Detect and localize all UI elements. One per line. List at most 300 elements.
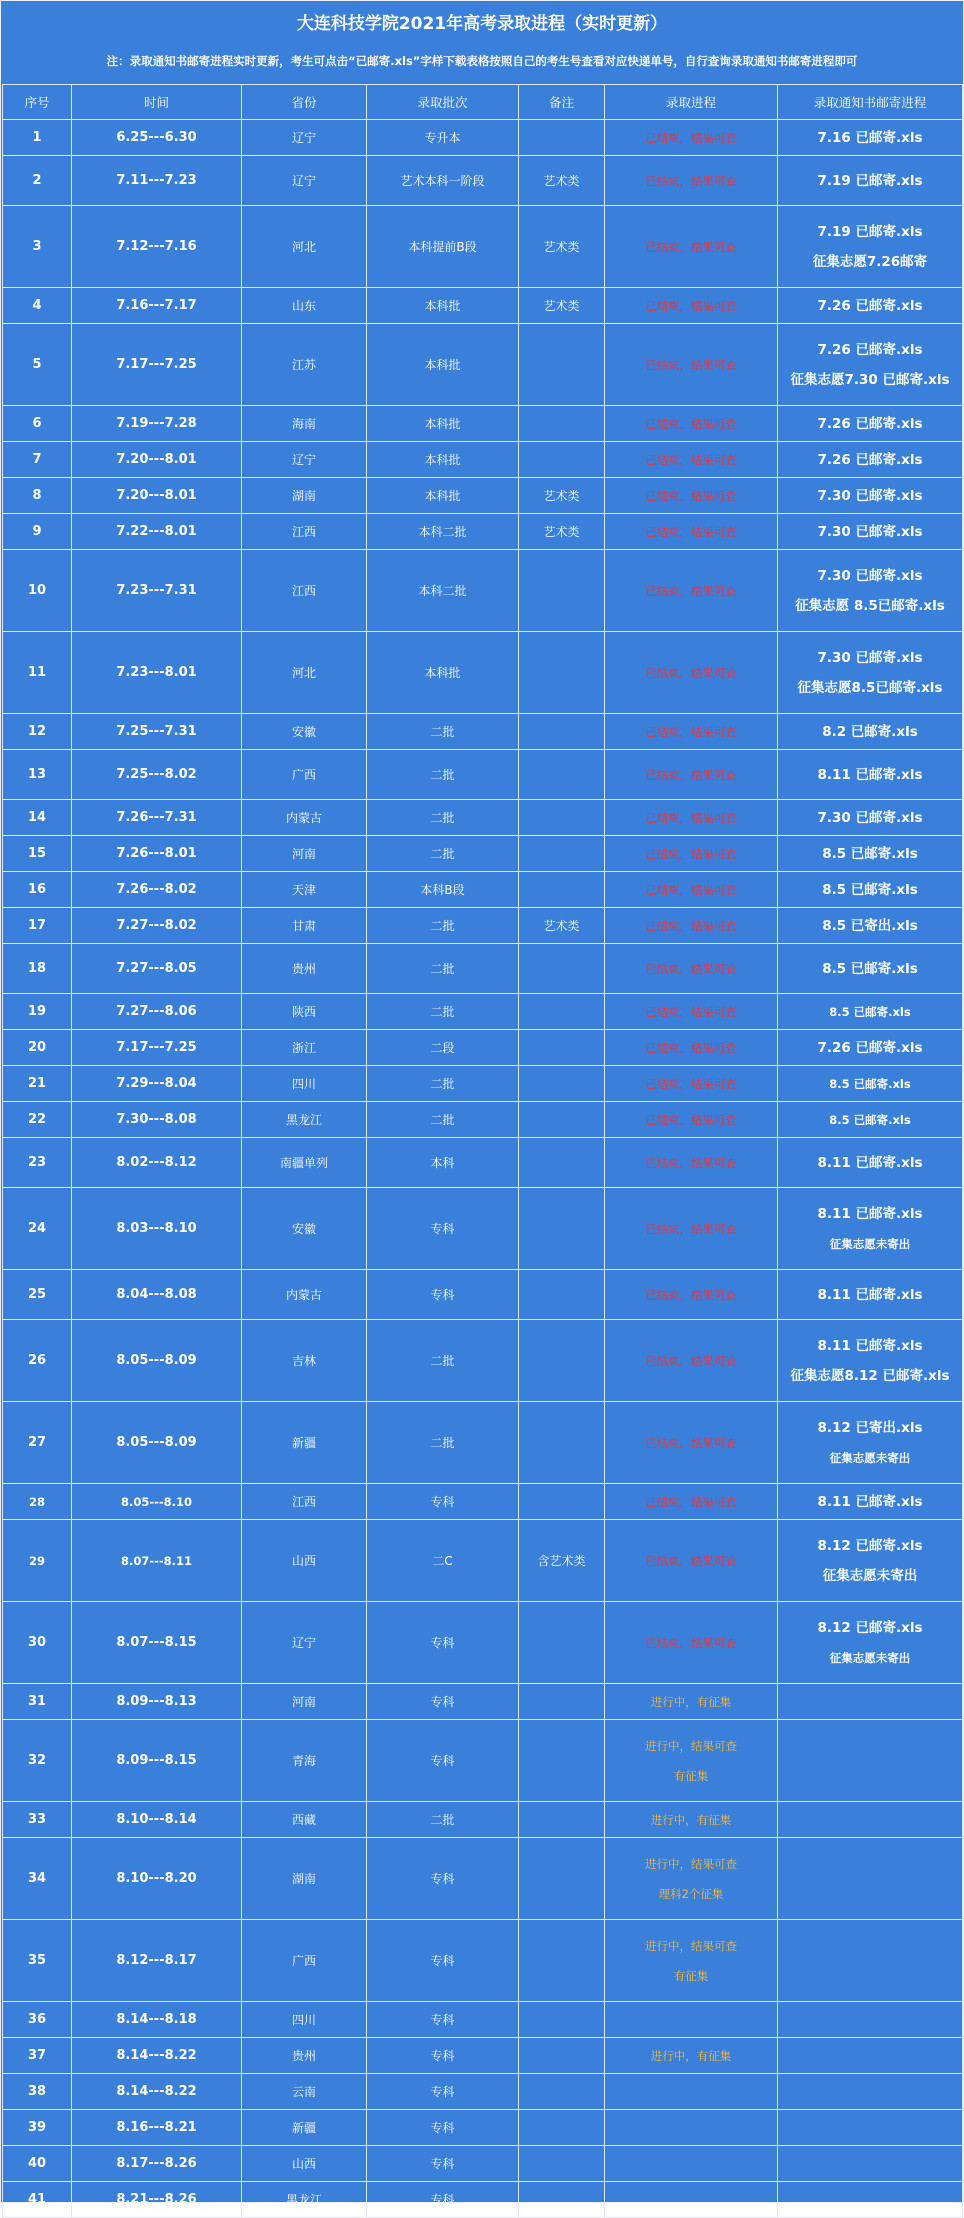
province: 西藏 — [291, 1813, 316, 1827]
time-range: 8.03---8.10 — [116, 1221, 197, 1236]
remark-cell — [519, 944, 605, 994]
table-row — [3, 1270, 963, 1320]
mail-download-link[interactable]: 8.12 已寄出.xls — [817, 1419, 923, 1436]
table-row — [3, 994, 963, 1030]
province: 辽宁 — [291, 1636, 316, 1650]
remark-cell — [519, 2038, 605, 2074]
col-header-batch: 录取批次 — [367, 85, 519, 120]
time-range: 8.09---8.13 — [116, 1694, 197, 1709]
batch-cell — [367, 1402, 519, 1484]
table-row — [3, 1320, 963, 1402]
mail-download-link[interactable]: 7.26 已邮寄.xls — [817, 1039, 923, 1056]
province: 广西 — [291, 1954, 316, 1968]
remark-cell — [519, 1270, 605, 1320]
row-number: 40 — [27, 2156, 47, 2171]
admission-batch: 专科 — [430, 2121, 455, 2135]
time-cell — [72, 994, 242, 1030]
mail-download-link[interactable]: 8.11 已邮寄.xls — [817, 1493, 923, 1510]
batch-cell — [367, 514, 519, 550]
mail-download-link[interactable]: 8.11 已邮寄.xls — [817, 1154, 923, 1171]
status-cell — [605, 1270, 778, 1320]
time-cell — [72, 206, 242, 288]
status-text: 进行中，结果可查 — [645, 1856, 737, 1871]
time-cell — [72, 750, 242, 800]
status-cell — [605, 1720, 778, 1802]
mail-cell — [778, 800, 963, 836]
mail-cell — [778, 1684, 963, 1720]
province-cell — [242, 206, 367, 288]
time-cell — [72, 156, 242, 206]
table-row — [3, 120, 963, 156]
province-cell — [242, 1602, 367, 1684]
row-number: 35 — [27, 1953, 47, 1968]
remark-cell — [519, 288, 605, 324]
row-number: 18 — [27, 961, 47, 976]
status-text: 已结束，结果可查 — [645, 488, 737, 503]
mail-download-link[interactable]: 征集志愿8.12 已邮寄.xls — [790, 1367, 950, 1384]
remark-cell — [519, 2110, 605, 2146]
table-row — [3, 2074, 963, 2110]
time-cell — [72, 632, 242, 714]
province-cell — [242, 156, 367, 206]
row-number: 9 — [32, 524, 42, 539]
mail-download-link[interactable]: 7.26 已邮寄.xls — [817, 341, 923, 358]
status-text: 已结束，结果可查 — [645, 1494, 737, 1509]
admission-batch: 本科提前B段 — [408, 240, 477, 254]
mail-download-link[interactable]: 7.30 已邮寄.xls — [817, 487, 923, 504]
province: 新疆 — [291, 1436, 316, 1450]
status-text: 已结束，结果可查 — [645, 1635, 737, 1650]
row-number: 14 — [27, 810, 47, 825]
province: 江西 — [291, 584, 316, 598]
remark-cell — [519, 908, 605, 944]
province: 云南 — [291, 2085, 316, 2099]
row-number: 33 — [27, 1812, 47, 1827]
remark: 艺术类 — [543, 174, 580, 188]
status-cell — [605, 944, 778, 994]
province-cell — [242, 1270, 367, 1320]
admission-batch: 专科 — [430, 1222, 455, 1236]
mail-download-link[interactable]: 8.5 已邮寄.xls — [829, 1076, 911, 1091]
time-cell — [72, 2182, 242, 2218]
status-text: 有征集 — [673, 1768, 709, 1783]
status-text: 已结束，结果可查 — [645, 173, 737, 188]
province: 广西 — [291, 768, 316, 782]
status-text: 已结束，结果可查 — [645, 1004, 737, 1019]
remark: 艺术类 — [543, 919, 580, 933]
time-cell — [72, 1138, 242, 1188]
province-cell — [242, 1320, 367, 1402]
mail-cell — [778, 406, 963, 442]
row-number-cell — [3, 908, 72, 944]
row-number-cell — [3, 1270, 72, 1320]
mail-download-link[interactable]: 8.5 已邮寄.xls — [829, 1004, 911, 1019]
table-row — [3, 156, 963, 206]
row-number-cell — [3, 1030, 72, 1066]
mail-download-link[interactable]: 7.26 已邮寄.xls — [817, 451, 923, 468]
mail-cell — [778, 2074, 963, 2110]
status-cell — [605, 550, 778, 632]
batch-cell — [367, 714, 519, 750]
mail-download-link[interactable]: 7.30 已邮寄.xls — [817, 809, 923, 826]
table-row — [3, 1066, 963, 1102]
remark-cell — [519, 800, 605, 836]
col-header-remark: 备注 — [519, 85, 605, 120]
status-text: 已结束，结果可查 — [645, 357, 737, 372]
time-range: 7.25---8.02 — [116, 767, 197, 782]
table-row — [3, 1138, 963, 1188]
admission-batch: 本科批 — [424, 489, 461, 503]
row-number: 8 — [32, 488, 42, 503]
mail-cell — [778, 550, 963, 632]
remark-cell — [519, 406, 605, 442]
province: 安徽 — [291, 1222, 316, 1236]
status-cell — [605, 1920, 778, 2002]
table-row — [3, 1802, 963, 1838]
status-text: 已结束，结果可查 — [645, 846, 737, 861]
status-cell — [605, 800, 778, 836]
row-number-cell — [3, 1802, 72, 1838]
mail-cell — [778, 2146, 963, 2182]
table-row — [3, 288, 963, 324]
province: 山东 — [291, 299, 316, 313]
batch-cell — [367, 550, 519, 632]
status-cell — [605, 1684, 778, 1720]
batch-cell — [367, 1684, 519, 1720]
mail-download-link[interactable]: 8.12 已邮寄.xls — [817, 1537, 923, 1554]
mail-cell — [778, 836, 963, 872]
table-row — [3, 872, 963, 908]
province-cell — [242, 1102, 367, 1138]
time-cell — [72, 2038, 242, 2074]
mail-download-link[interactable]: 7.16 已邮寄.xls — [817, 129, 923, 146]
table-row — [3, 514, 963, 550]
remark-cell — [519, 1802, 605, 1838]
mail-download-link[interactable]: 8.11 已邮寄.xls — [817, 1205, 923, 1222]
mail-download-link[interactable]: 8.5 已邮寄.xls — [822, 845, 918, 862]
batch-cell — [367, 1484, 519, 1520]
admission-batch: 二批 — [430, 768, 455, 782]
row-number-cell — [3, 442, 72, 478]
mail-download-link[interactable]: 8.5 已邮寄.xls — [829, 1112, 911, 1127]
status-text: 已结束，结果可查 — [645, 1221, 737, 1236]
status-cell — [605, 478, 778, 514]
mail-cell — [778, 714, 963, 750]
table-row — [3, 478, 963, 514]
mail-download-link[interactable]: 7.30 已邮寄.xls — [817, 649, 923, 666]
remark-cell — [519, 156, 605, 206]
status-text: 已结束，结果可查 — [645, 239, 737, 254]
table-row — [3, 944, 963, 994]
province: 海南 — [291, 417, 316, 431]
province: 内蒙古 — [285, 811, 322, 825]
time-cell — [72, 406, 242, 442]
province-cell — [242, 1920, 367, 2002]
row-number-cell — [3, 1720, 72, 1802]
mail-download-link[interactable]: 8.5 已邮寄.xls — [822, 881, 918, 898]
page-note: 注：录取通知书邮寄进程实时更新，考生可点击“已邮寄.xls”字样下载表格按照自己的考生号查看对应快递单号，自行查询录取通知书邮寄进程即可 — [106, 54, 858, 68]
mail-download-link[interactable]: 7.26 已邮寄.xls — [817, 297, 923, 314]
row-number-cell — [3, 2074, 72, 2110]
row-number: 24 — [27, 1221, 47, 1236]
row-number-cell — [3, 2146, 72, 2182]
status-cell — [605, 2074, 778, 2110]
row-number: 6 — [32, 416, 42, 431]
row-number: 29 — [28, 1553, 45, 1568]
row-number: 38 — [27, 2084, 47, 2099]
mail-cell — [778, 1188, 963, 1270]
mail-cell — [778, 1270, 963, 1320]
table-row — [3, 1402, 963, 1484]
mail-cell — [778, 514, 963, 550]
row-number: 27 — [27, 1435, 47, 1450]
mail-download-link[interactable]: 征集志愿7.30 已邮寄.xls — [790, 371, 950, 388]
status-cell — [605, 1188, 778, 1270]
status-cell — [605, 714, 778, 750]
mail-cell — [778, 1484, 963, 1520]
status-text: 已结束，结果可查 — [645, 1112, 737, 1127]
status-text: 已结束，结果可查 — [645, 1076, 737, 1091]
row-number-cell — [3, 2110, 72, 2146]
mail-download-link[interactable]: 8.12 已邮寄.xls — [817, 1619, 923, 1636]
time-cell — [72, 872, 242, 908]
row-number-cell — [3, 1684, 72, 1720]
province: 河北 — [291, 240, 316, 254]
status-text: 已结束，结果可查 — [645, 1553, 737, 1568]
time-range: 7.25---7.31 — [116, 724, 197, 739]
batch-cell — [367, 2182, 519, 2218]
status-text: 已结束，结果可查 — [645, 130, 737, 145]
mail-cell — [778, 206, 963, 288]
mail-download-link[interactable]: 7.30 已邮寄.xls — [817, 567, 923, 584]
remark-cell — [519, 1138, 605, 1188]
time-range: 7.29---8.04 — [116, 1076, 197, 1091]
time-range: 7.23---8.01 — [116, 665, 197, 680]
batch-cell — [367, 1138, 519, 1188]
batch-cell — [367, 156, 519, 206]
remark-cell — [519, 442, 605, 478]
province-cell — [242, 1838, 367, 1920]
status-text: 已结束，结果可查 — [645, 724, 737, 739]
table-row — [3, 2038, 963, 2074]
table-row — [3, 406, 963, 442]
row-number: 31 — [27, 1694, 47, 1709]
batch-cell — [367, 442, 519, 478]
time-cell — [72, 2074, 242, 2110]
time-cell — [72, 1066, 242, 1102]
province: 安徽 — [291, 725, 316, 739]
status-text: 理科2个征集 — [658, 1886, 724, 1901]
status-text: 已结束，结果可查 — [645, 665, 737, 680]
status-text: 进行中，有征集 — [650, 2048, 732, 2063]
mail-cell — [778, 478, 963, 514]
time-range: 8.09---8.15 — [116, 1753, 197, 1768]
table-row — [3, 1484, 963, 1520]
remark-cell — [519, 1838, 605, 1920]
province: 黑龙江 — [285, 1113, 322, 1127]
mail-note: 征集志愿未寄出 — [822, 1567, 918, 1584]
province-cell — [242, 1066, 367, 1102]
mail-download-link[interactable]: 8.11 已邮寄.xls — [817, 1337, 923, 1354]
row-number-cell — [3, 1402, 72, 1484]
row-number-cell — [3, 1138, 72, 1188]
row-number: 34 — [27, 1871, 47, 1886]
time-range: 8.10---8.20 — [116, 1871, 197, 1886]
admission-batch: 艺术本科一阶段 — [400, 174, 485, 188]
admission-batch: 专科 — [430, 1872, 455, 1886]
row-number: 10 — [27, 583, 47, 598]
batch-cell — [367, 872, 519, 908]
province-cell — [242, 2110, 367, 2146]
time-range: 8.14---8.22 — [116, 2084, 197, 2099]
province-cell — [242, 836, 367, 872]
province-cell — [242, 2146, 367, 2182]
status-text: 进行中，结果可查 — [645, 1938, 737, 1953]
time-cell — [72, 478, 242, 514]
mail-download-link[interactable]: 8.5 已寄出.xls — [822, 917, 918, 934]
status-text: 进行中，有征集 — [650, 1694, 732, 1709]
mail-cell — [778, 2110, 963, 2146]
row-number: 2 — [32, 173, 42, 188]
table-row — [3, 1684, 963, 1720]
status-cell — [605, 156, 778, 206]
admission-batch: 专科 — [430, 1636, 455, 1650]
batch-cell — [367, 1602, 519, 1684]
time-cell — [72, 1720, 242, 1802]
province-cell — [242, 2074, 367, 2110]
province: 内蒙古 — [285, 1288, 322, 1302]
province-cell — [242, 2002, 367, 2038]
status-cell — [605, 1102, 778, 1138]
province-cell — [242, 800, 367, 836]
time-range: 7.17---7.25 — [116, 1040, 197, 1055]
mail-download-link[interactable]: 征集志愿8.5已邮寄.xls — [797, 679, 943, 696]
province-cell — [242, 750, 367, 800]
row-number-cell — [3, 994, 72, 1030]
time-cell — [72, 1030, 242, 1066]
batch-cell — [367, 1802, 519, 1838]
row-number-cell — [3, 1066, 72, 1102]
row-number-cell — [3, 1188, 72, 1270]
batch-cell — [367, 800, 519, 836]
status-text: 已结束，结果可查 — [645, 918, 737, 933]
time-range: 8.12---8.17 — [116, 1953, 197, 1968]
mail-cell — [778, 632, 963, 714]
admission-batch: 专科 — [430, 1695, 455, 1709]
remark: 含艺术类 — [537, 1554, 586, 1568]
admission-batch: 二C — [432, 1554, 453, 1568]
table-row — [3, 1520, 963, 1602]
mail-download-link[interactable]: 7.19 已邮寄.xls — [817, 223, 923, 240]
row-number-cell — [3, 1838, 72, 1920]
time-cell — [72, 1320, 242, 1402]
row-number: 12 — [27, 724, 47, 739]
time-cell — [72, 908, 242, 944]
time-range: 7.22---8.01 — [116, 524, 197, 539]
batch-cell — [367, 1838, 519, 1920]
province: 江苏 — [291, 358, 316, 372]
row-number-cell — [3, 1484, 72, 1520]
mail-cell — [778, 442, 963, 478]
admission-batch: 二批 — [430, 725, 455, 739]
mail-download-link[interactable]: 征集志愿 8.5已邮寄.xls — [795, 597, 945, 614]
time-range: 7.26---8.02 — [116, 882, 197, 897]
mail-download-link[interactable]: 7.30 已邮寄.xls — [817, 523, 923, 540]
status-cell — [605, 1138, 778, 1188]
status-text: 已结束，结果可查 — [645, 1040, 737, 1055]
time-cell — [72, 324, 242, 406]
time-cell — [72, 2002, 242, 2038]
time-range: 8.16---8.21 — [116, 2120, 197, 2135]
remark-cell — [519, 2182, 605, 2218]
remark-cell — [519, 550, 605, 632]
admission-batch: 本科二批 — [418, 525, 467, 539]
time-cell — [72, 1602, 242, 1684]
admission-batch: 专科 — [430, 2193, 455, 2207]
status-cell — [605, 1802, 778, 1838]
mail-note: 征集志愿未寄出 — [829, 1450, 911, 1465]
remark: 艺术类 — [543, 299, 580, 313]
mail-download-link[interactable]: 8.11 已邮寄.xls — [817, 766, 923, 783]
row-number-cell — [3, 288, 72, 324]
table-row — [3, 2110, 963, 2146]
status-text: 已结束，结果可查 — [645, 524, 737, 539]
row-number: 21 — [27, 1076, 47, 1091]
batch-cell — [367, 2110, 519, 2146]
province: 贵州 — [291, 2049, 316, 2063]
admission-batch: 本科批 — [424, 666, 461, 680]
row-number: 28 — [28, 1494, 45, 1509]
time-range: 8.14---8.22 — [116, 2048, 197, 2063]
time-cell — [72, 1802, 242, 1838]
mail-cell — [778, 2002, 963, 2038]
mail-download-link[interactable]: 7.26 已邮寄.xls — [817, 415, 923, 432]
status-cell — [605, 288, 778, 324]
time-cell — [72, 550, 242, 632]
mail-download-link[interactable]: 8.5 已邮寄.xls — [822, 960, 918, 977]
time-range: 8.04---8.08 — [116, 1287, 197, 1302]
status-cell — [605, 2110, 778, 2146]
table-row — [3, 714, 963, 750]
province: 江西 — [291, 525, 316, 539]
time-range: 8.07---8.11 — [120, 1553, 193, 1568]
remark-cell — [519, 2074, 605, 2110]
row-number: 36 — [27, 2012, 47, 2027]
mail-cell — [778, 156, 963, 206]
remark-cell — [519, 1402, 605, 1484]
status-text: 已结束，结果可查 — [645, 961, 737, 976]
status-cell — [605, 908, 778, 944]
mail-download-link[interactable]: 8.11 已邮寄.xls — [817, 1286, 923, 1303]
mail-cell — [778, 908, 963, 944]
admission-table — [2, 84, 963, 2218]
admission-batch: 专科 — [430, 1495, 455, 1509]
row-number-cell — [3, 836, 72, 872]
mail-download-link[interactable]: 8.2 已邮寄.xls — [822, 723, 918, 740]
remark-cell — [519, 750, 605, 800]
mail-download-link[interactable]: 7.19 已邮寄.xls — [817, 172, 923, 189]
row-number-cell — [3, 1320, 72, 1402]
row-number: 19 — [27, 1004, 47, 1019]
row-number-cell — [3, 750, 72, 800]
time-range: 7.30---8.08 — [116, 1112, 197, 1127]
province-cell — [242, 406, 367, 442]
remark-cell — [519, 1520, 605, 1602]
table-row — [3, 2002, 963, 2038]
remark-cell — [519, 1484, 605, 1520]
status-cell — [605, 514, 778, 550]
mail-cell — [778, 1320, 963, 1402]
